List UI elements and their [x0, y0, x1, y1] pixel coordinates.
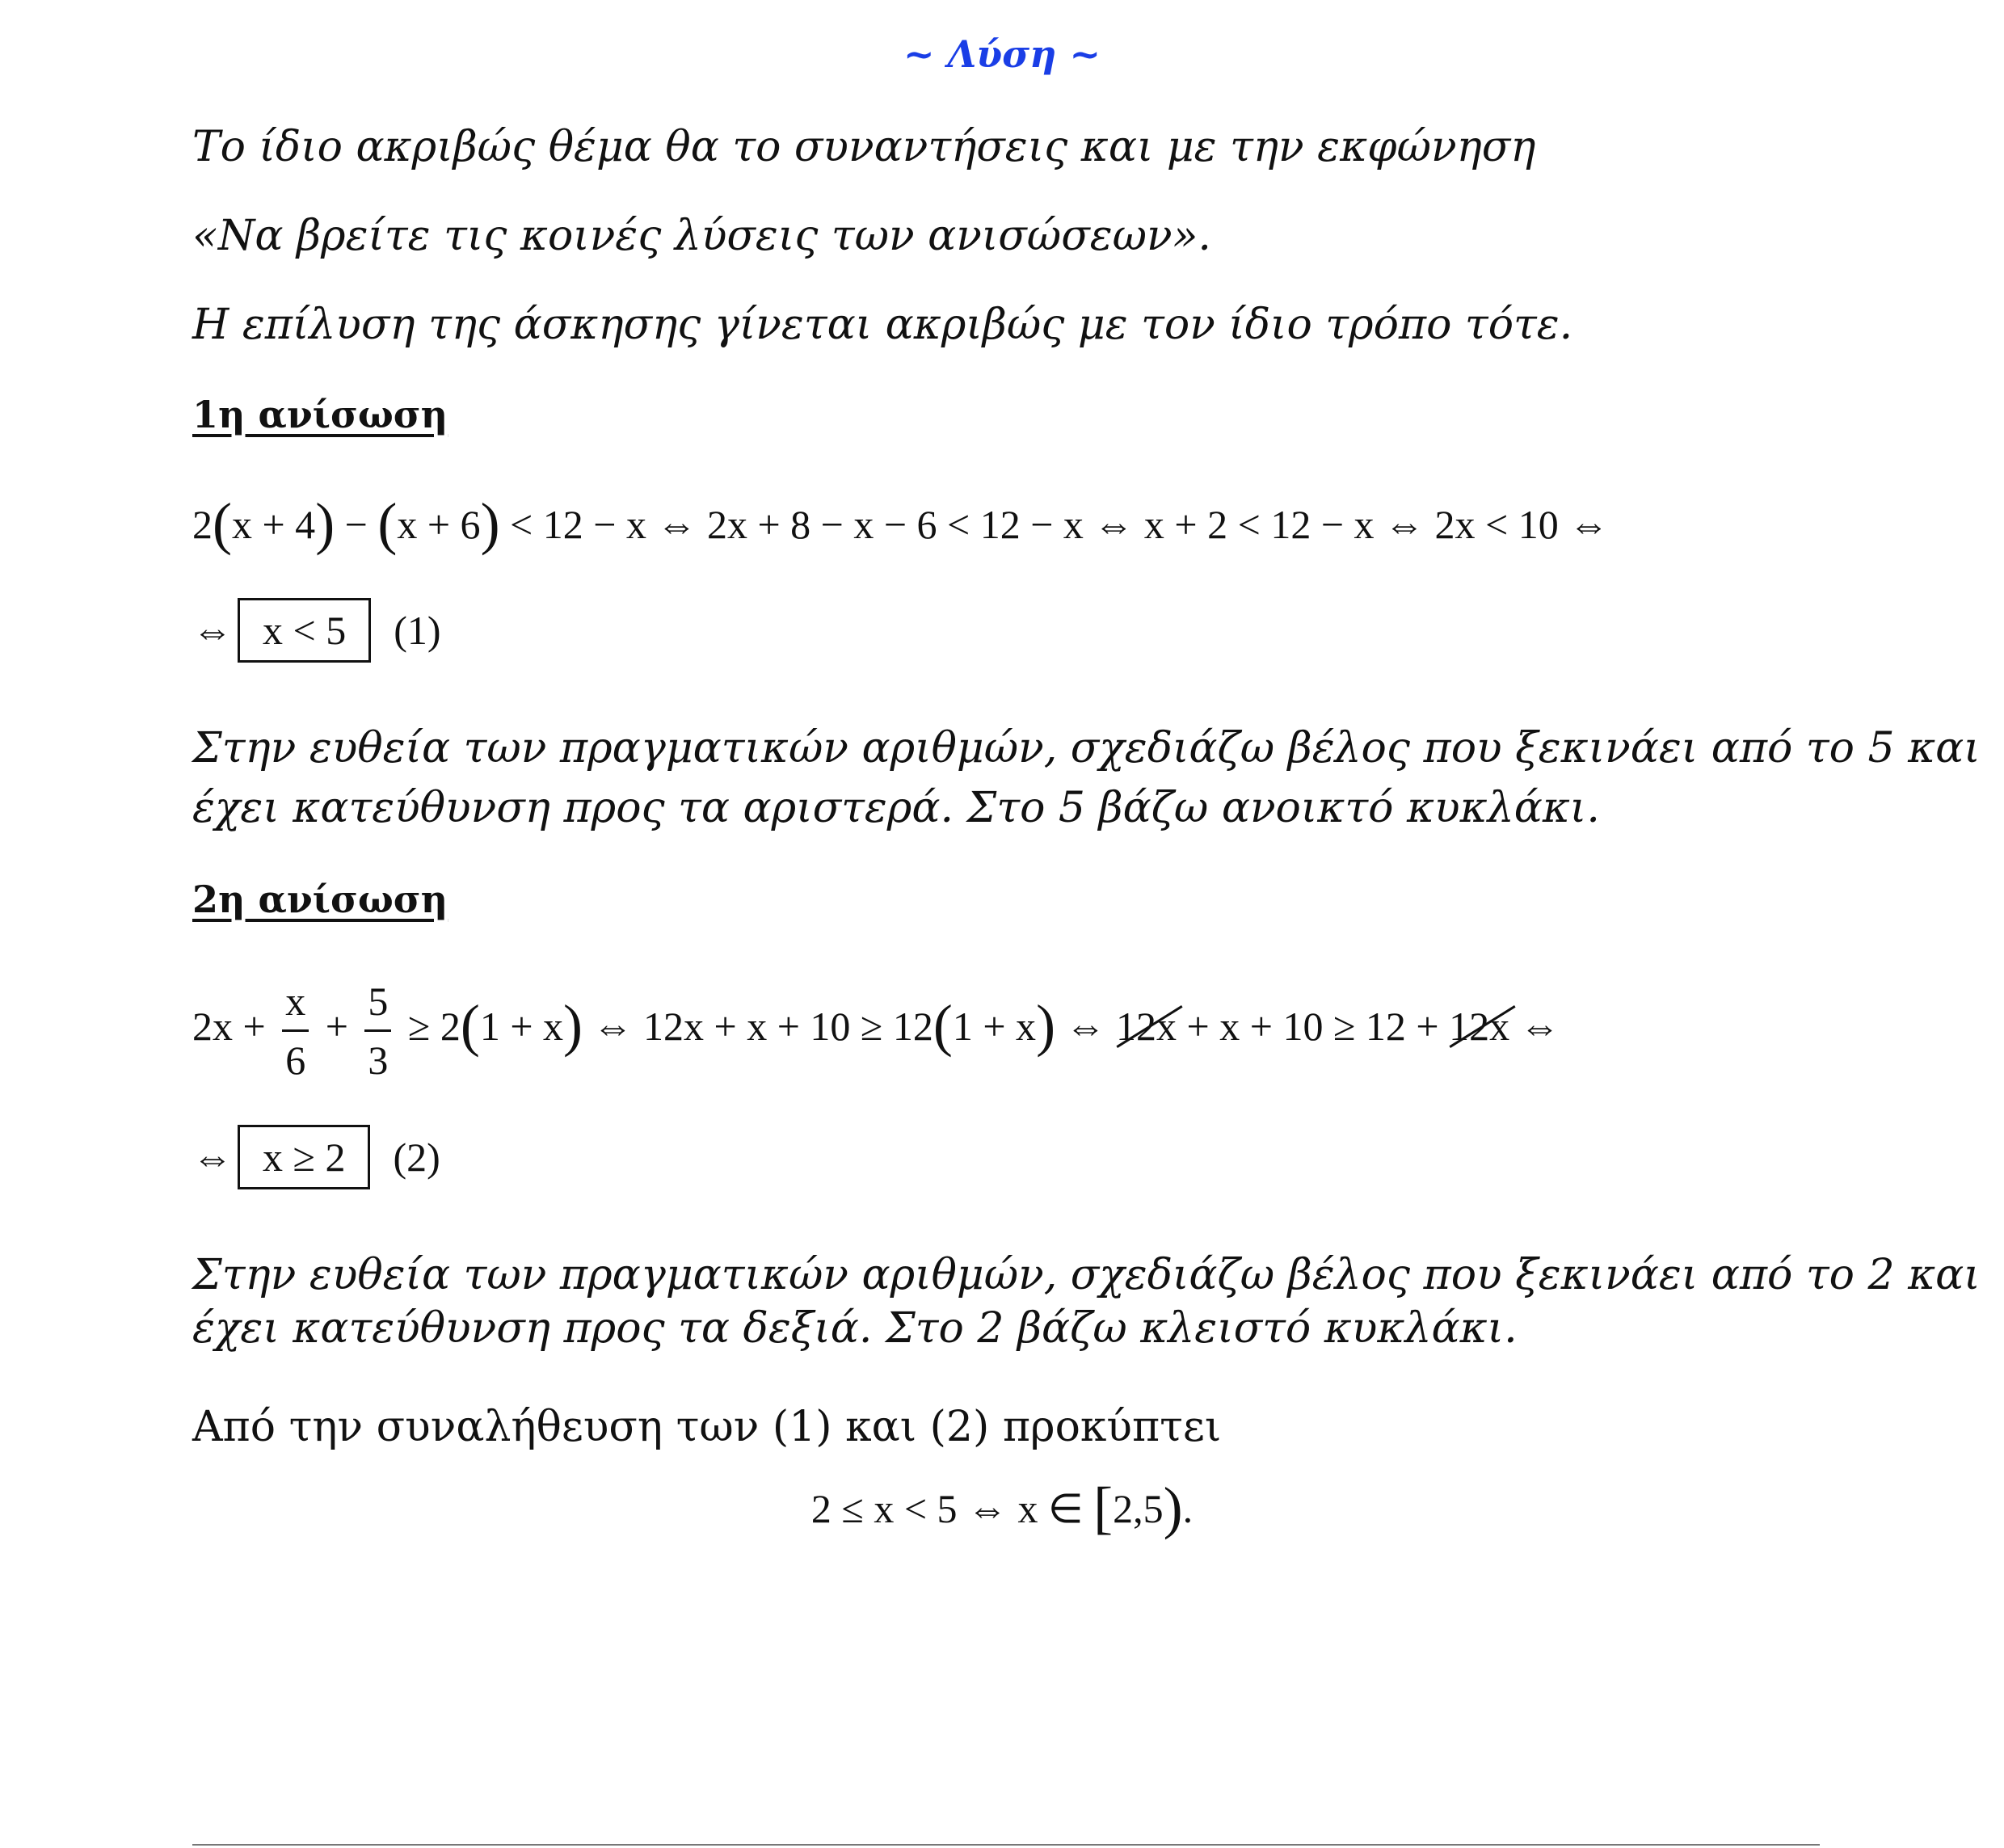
math-text: 2 [192, 502, 213, 547]
intro-line-3: Η επίλυση της άσκησης γίνεται ακριβώς με τον ίδιο τρόπο τότε. [192, 301, 1573, 349]
interval-values: 2,5 [1113, 1486, 1164, 1531]
inequality-1-explanation-1: Στην ευθεία των πραγματικών αριθμών, σχεδιάζω βέλος που ξεκινάει από το 5 και [192, 724, 1981, 772]
math-text: ⇔ [1055, 1003, 1117, 1049]
open-paren: ( [933, 992, 953, 1058]
math-text: 2 ≤ x < 5 ⇔ x ∈ [810, 1486, 1094, 1531]
math-text: 1 + x [952, 1003, 1037, 1049]
conclusion-text: Από την συναλήθευση των (1) και (2) προκύπτει [192, 1403, 1222, 1451]
denominator: 3 [368, 1038, 389, 1083]
close-paren: ) [1036, 992, 1056, 1058]
math-text: 2x + [192, 1003, 276, 1049]
math-text: ⇔ [1509, 1003, 1560, 1049]
math-text: x + 4 [231, 502, 316, 547]
open-bracket: [ [1093, 1475, 1114, 1540]
intro-line-1: Το ίδιο ακριβώς θέμα θα το συναντήσεις και με την εκφώνηση [192, 123, 1536, 171]
cancelled-term: 12x [1116, 1003, 1177, 1049]
math-text: x + 6 [397, 502, 481, 547]
inequality-2-explanation-1: Στην ευθεία των πραγματικών αριθμών, σχεδιάζω βέλος που ξεκινάει από το 2 και [192, 1251, 1981, 1299]
close-paren: ) [1163, 1475, 1183, 1540]
intro-line-2: «Να βρείτε τις κοινές λύσεις των ανισώσεων». [192, 212, 1211, 260]
equation-tag-1: (1) [394, 608, 441, 653]
inequality-2-derivation [192, 978, 1560, 1084]
open-paren: ( [460, 992, 480, 1058]
math-text: ≥ 2 [398, 1003, 461, 1049]
fraction-x-over-6 [282, 978, 309, 1084]
close-paren: ) [480, 491, 500, 556]
inequality-1-explanation-2: έχει κατεύθυνση προς τα αριστερά. Στο 5 βάζω ανοικτό κυκλάκι. [192, 784, 1600, 832]
equation-tag-2: (2) [393, 1134, 440, 1180]
math-text: + x + 10 ≥ 12 + [1177, 1003, 1450, 1049]
math-text: < 12 − x ⇔ 2x + 8 − x − 6 < 12 − x ⇔ x + 2 < 12 − x ⇔ 2x < 10 ⇔ [499, 502, 1610, 547]
boxed-result-2: x ≥ 2 [238, 1125, 370, 1189]
inequality-1-result [192, 598, 441, 663]
open-paren: ( [377, 491, 398, 556]
heading-inequality-1: 1η ανίσωση [192, 393, 448, 436]
math-text: ⇔ 12x + x + 10 ≥ 12 [583, 1003, 933, 1049]
cancelled-term: 12x [1449, 1003, 1510, 1049]
boxed-result-1: x < 5 [238, 598, 371, 663]
inequality-2-explanation-2: έχει κατεύθυνση προς τα δεξιά. Στο 2 βάζω κλειστό κυκλάκι. [192, 1304, 1518, 1353]
heading-inequality-2: 2η ανίσωση [192, 878, 448, 921]
numerator: x [282, 978, 309, 1032]
final-solution [0, 1475, 2004, 1540]
inequality-2-result [192, 1125, 440, 1189]
open-paren: ( [213, 491, 232, 556]
close-paren: ) [563, 992, 583, 1058]
close-paren: ) [315, 491, 335, 556]
equivalence-symbol: ⇔ [192, 1134, 233, 1180]
denominator: 6 [285, 1038, 306, 1083]
inequality-1-derivation [192, 491, 1610, 556]
footer-rule [192, 1844, 1820, 1846]
fraction-5-over-3 [364, 978, 391, 1084]
numerator: 5 [364, 978, 391, 1032]
math-text: + [315, 1003, 359, 1049]
math-text: . [1182, 1486, 1194, 1531]
math-text: 1 + x [479, 1003, 564, 1049]
equivalence-symbol: ⇔ [192, 608, 233, 653]
math-text: − [335, 502, 378, 547]
solution-title: ~ Λύση ~ [903, 32, 1101, 76]
